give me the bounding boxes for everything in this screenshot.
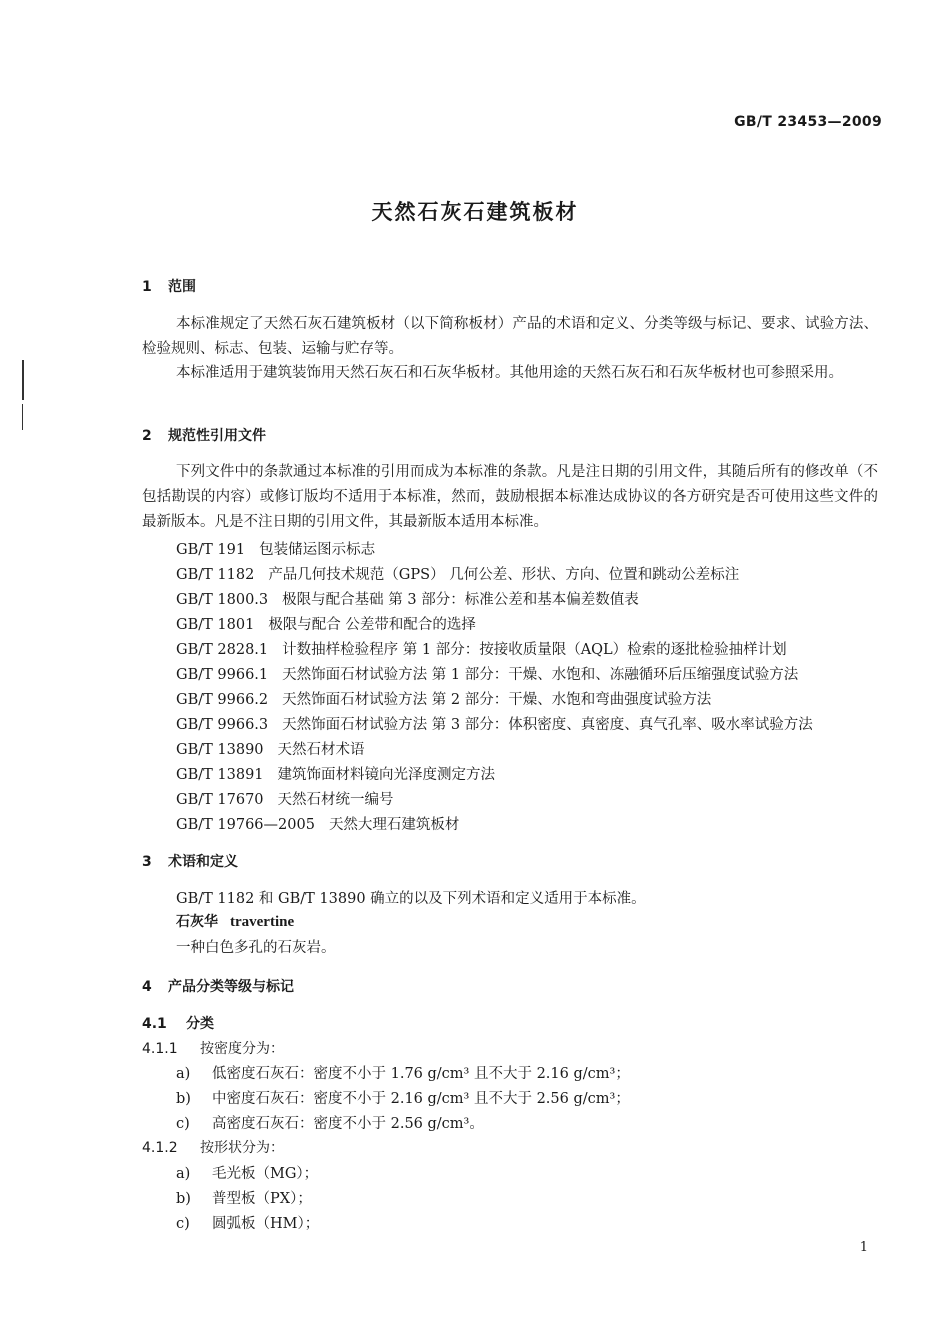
reference-title: 天然大理石建筑板材 bbox=[328, 817, 460, 833]
section-1-para-1: 本标准规定了天然石灰石建筑板材（以下简称板材）产品的术语和定义、分类等级与标记、要求、试验方法、检验规则、标志、包装、运输与贮存等。 bbox=[142, 316, 878, 357]
reference-title: 建筑饰面材料镜向光泽度测定方法 bbox=[277, 767, 496, 783]
reference-code: GB/T 1801 bbox=[176, 617, 255, 633]
reference-item bbox=[176, 763, 495, 784]
reference-code: GB/T 9966.1 bbox=[176, 667, 269, 683]
subsection-title: 按密度分为： bbox=[200, 1041, 284, 1057]
section-1-para-2: 本标准适用于建筑装饰用天然石灰石和石灰华板材。其他用途的天然石灰石和石灰华板材也可参照采用。 bbox=[176, 365, 843, 381]
reference-title: 天然石材统一编号 bbox=[277, 792, 394, 808]
term-definition: 一种白色多孔的石灰岩。 bbox=[176, 940, 336, 956]
reference-title: 天然饰面石材试验方法 第 3 部分：体积密度、真密度、真气孔率、吸水率试验方法 bbox=[282, 717, 813, 733]
list-text: 圆弧板（HM）； bbox=[212, 1216, 320, 1232]
list-label: b) bbox=[176, 1091, 191, 1107]
subsection-number: 4.1.1 bbox=[142, 1041, 178, 1057]
reference-code: GB/T 191 bbox=[176, 542, 246, 558]
reference-title: 天然饰面石材试验方法 第 2 部分：干燥、水饱和弯曲强度试验方法 bbox=[282, 692, 712, 708]
reference-code: GB/T 17670 bbox=[176, 792, 264, 808]
binding-mark bbox=[22, 404, 23, 430]
standard-code: GB/T 23453—2009 bbox=[734, 114, 882, 130]
reference-item bbox=[176, 738, 365, 759]
reference-title: 天然石材术语 bbox=[277, 742, 365, 758]
document-title: 天然石灰石建筑板材 bbox=[371, 200, 579, 224]
list-label: b) bbox=[176, 1191, 191, 1207]
reference-code: GB/T 19766—2005 bbox=[176, 817, 315, 833]
reference-item bbox=[176, 813, 459, 834]
subsection-number: 4.1 bbox=[142, 1016, 167, 1032]
subsection-4-1-heading bbox=[142, 1013, 214, 1033]
reference-title: 计数抽样检验程序 第 1 部分：按接收质量限（AQL）检索的逐批检验抽样计划 bbox=[282, 642, 787, 658]
list-text: 高密度石灰石：密度不小于 2.56 g/cm³。 bbox=[212, 1116, 484, 1132]
list-item bbox=[176, 1062, 630, 1083]
list-item bbox=[176, 1112, 484, 1133]
reference-title: 极限与配合 公差带和配合的选择 bbox=[268, 617, 476, 633]
list-label: a) bbox=[176, 1166, 191, 1182]
section-number: 4 bbox=[142, 979, 152, 995]
reference-code: GB/T 9966.3 bbox=[176, 717, 269, 733]
section-1-heading bbox=[142, 276, 196, 296]
list-label: a) bbox=[176, 1066, 191, 1082]
subsection-number: 4.1.2 bbox=[142, 1140, 178, 1156]
reference-title: 天然饰面石材试验方法 第 1 部分：干燥、水饱和、冻融循环后压缩强度试验方法 bbox=[282, 667, 799, 683]
reference-title: 产品几何技术规范（GPS） 几何公差、形状、方向、位置和跳动公差标注 bbox=[268, 567, 740, 583]
list-item bbox=[176, 1187, 312, 1208]
list-item bbox=[176, 1162, 318, 1183]
list-item bbox=[176, 1212, 319, 1233]
subsection-title: 分类 bbox=[186, 1016, 214, 1032]
page-number: 1 bbox=[859, 1240, 868, 1255]
list-text: 普型板（PX）； bbox=[212, 1191, 312, 1207]
reference-item bbox=[176, 613, 476, 634]
term-entry bbox=[176, 911, 294, 931]
subsection-4-1-2-heading bbox=[142, 1137, 284, 1157]
list-label: c) bbox=[176, 1216, 190, 1232]
reference-item bbox=[176, 588, 639, 609]
section-2-heading bbox=[142, 425, 266, 445]
reference-item bbox=[176, 638, 787, 659]
section-3-heading bbox=[142, 851, 238, 871]
section-title: 规范性引用文件 bbox=[168, 428, 266, 444]
reference-code: GB/T 13890 bbox=[176, 742, 264, 758]
reference-code: GB/T 9966.2 bbox=[176, 692, 269, 708]
term-english: travertine bbox=[230, 914, 295, 930]
section-3-intro: GB/T 1182 和 GB/T 13890 确立的以及下列术语和定义适用于本标准。 bbox=[176, 891, 646, 907]
subsection-4-1-1-heading bbox=[142, 1038, 284, 1058]
reference-item bbox=[176, 713, 813, 734]
reference-title: 包装储运图示标志 bbox=[259, 542, 376, 558]
reference-code: GB/T 1800.3 bbox=[176, 592, 269, 608]
reference-item bbox=[176, 788, 394, 809]
reference-item bbox=[176, 563, 739, 584]
reference-item bbox=[176, 688, 711, 709]
list-text: 毛光板（MG）； bbox=[212, 1166, 319, 1182]
reference-code: GB/T 2828.1 bbox=[176, 642, 269, 658]
section-title: 范围 bbox=[168, 279, 196, 295]
reference-item bbox=[176, 663, 798, 684]
section-number: 2 bbox=[142, 428, 152, 444]
term-chinese: 石灰华 bbox=[176, 914, 218, 930]
section-4-heading bbox=[142, 976, 294, 996]
reference-code: GB/T 13891 bbox=[176, 767, 264, 783]
section-title: 产品分类等级与标记 bbox=[168, 979, 294, 995]
list-text: 中密度石灰石：密度不小于 2.16 g/cm³ 且不大于 2.56 g/cm³； bbox=[212, 1091, 630, 1107]
list-label: c) bbox=[176, 1116, 190, 1132]
list-item bbox=[176, 1087, 630, 1108]
section-number: 3 bbox=[142, 854, 152, 870]
list-text: 低密度石灰石：密度不小于 1.76 g/cm³ 且不大于 2.16 g/cm³； bbox=[212, 1066, 630, 1082]
reference-item bbox=[176, 538, 375, 559]
subsection-title: 按形状分为： bbox=[200, 1140, 284, 1156]
reference-title: 极限与配合基础 第 3 部分：标准公差和基本偏差数值表 bbox=[282, 592, 639, 608]
section-title: 术语和定义 bbox=[168, 854, 238, 870]
section-2-para: 下列文件中的条款通过本标准的引用而成为本标准的条款。凡是注日期的引用文件，其随后所有的修改单（不包括勘误的内容）或修订版均不适用于本标准，然而，鼓励根据本标准达成协议的各方研究是否可使用这些文件的最新版本。凡是不注日期的引用文件，其最新版本适用本标准。 bbox=[142, 464, 878, 530]
binding-mark bbox=[22, 360, 24, 400]
reference-code: GB/T 1182 bbox=[176, 567, 255, 583]
section-number: 1 bbox=[142, 279, 152, 295]
